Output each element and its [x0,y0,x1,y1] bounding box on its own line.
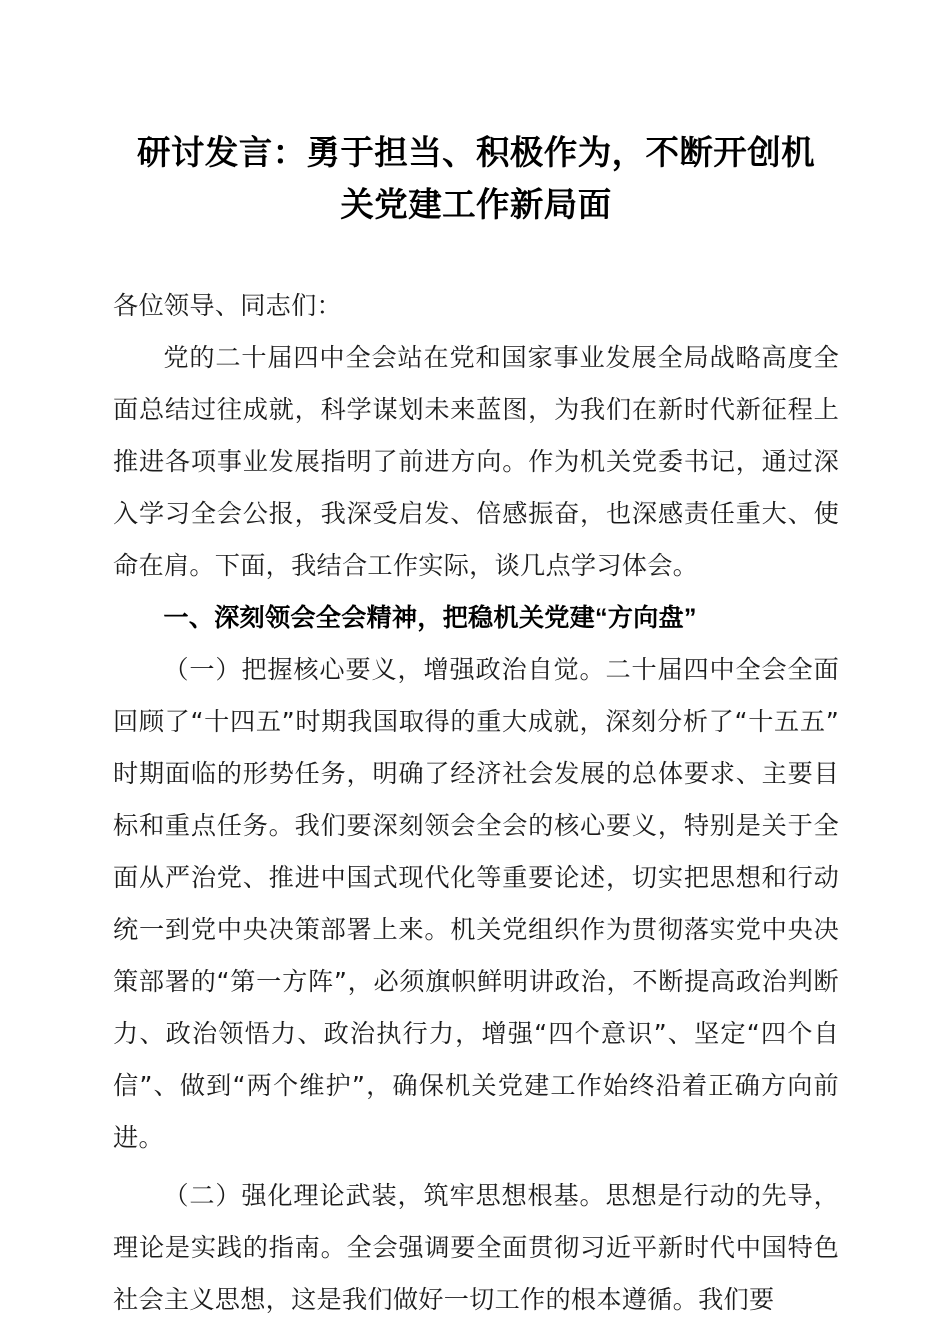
paragraph-sub-1: （一）把握核心要义，增强政治自觉。二十届四中全会全面回顾了“十四五”时期我国取得的重大成就，深刻分析了“十五五”时期面临的形势任务，明确了经济社会发展的总体要求、主要目标和重点任务。我们要深刻领会全会的核心要义，特别是关于全面从严治党、推进中国式现代化等重要论述，切实把思想和行动统一到党中央决策部署上来。机关党组织作为贯彻落实党中央决策部署的“第一方阵”，必须旗帜鲜明讲政治，不断提高政治判断力、政治领悟力、政治执行力，增强“四个意识”、坚定“四个自信”、做到“两个维护”，确保机关党建工作始终沿着正确方向前进。 [113,655,839,1152]
section-heading-1: 一、深刻领会全会精神，把稳机关党建“方向盘” [163,604,697,632]
paragraph-opening: 党的二十届四中全会站在党和国家事业发展全局战略高度全面总结过往成就，科学谋划未来蓝图，为我们在新时代新征程上推进各项事业发展指明了前进方向。作为机关党委书记，通过深入学习全会公报，我深受启发、倍感振奋，也深感责任重大、使命在肩。下面，我结合工作实际，谈几点学习体会。 [113,343,839,580]
document-content [113,0,839,1326]
salutation: 各位领导、同志们： [113,291,342,320]
page-title [113,0,839,232]
page-title-line-1: 研讨发言：勇于担当、积极作为，不断开创机 [137,135,815,172]
page-title-line-2: 关党建工作新局面 [340,187,612,224]
paragraph-sub-2: （二）强化理论武装，筑牢思想根基。思想是行动的先导，理论是实践的指南。全会强调要全面贯彻习近平新时代中国特色社会主义思想，这是我们做好一切工作的根本遵循。我们要 [113,1181,839,1314]
